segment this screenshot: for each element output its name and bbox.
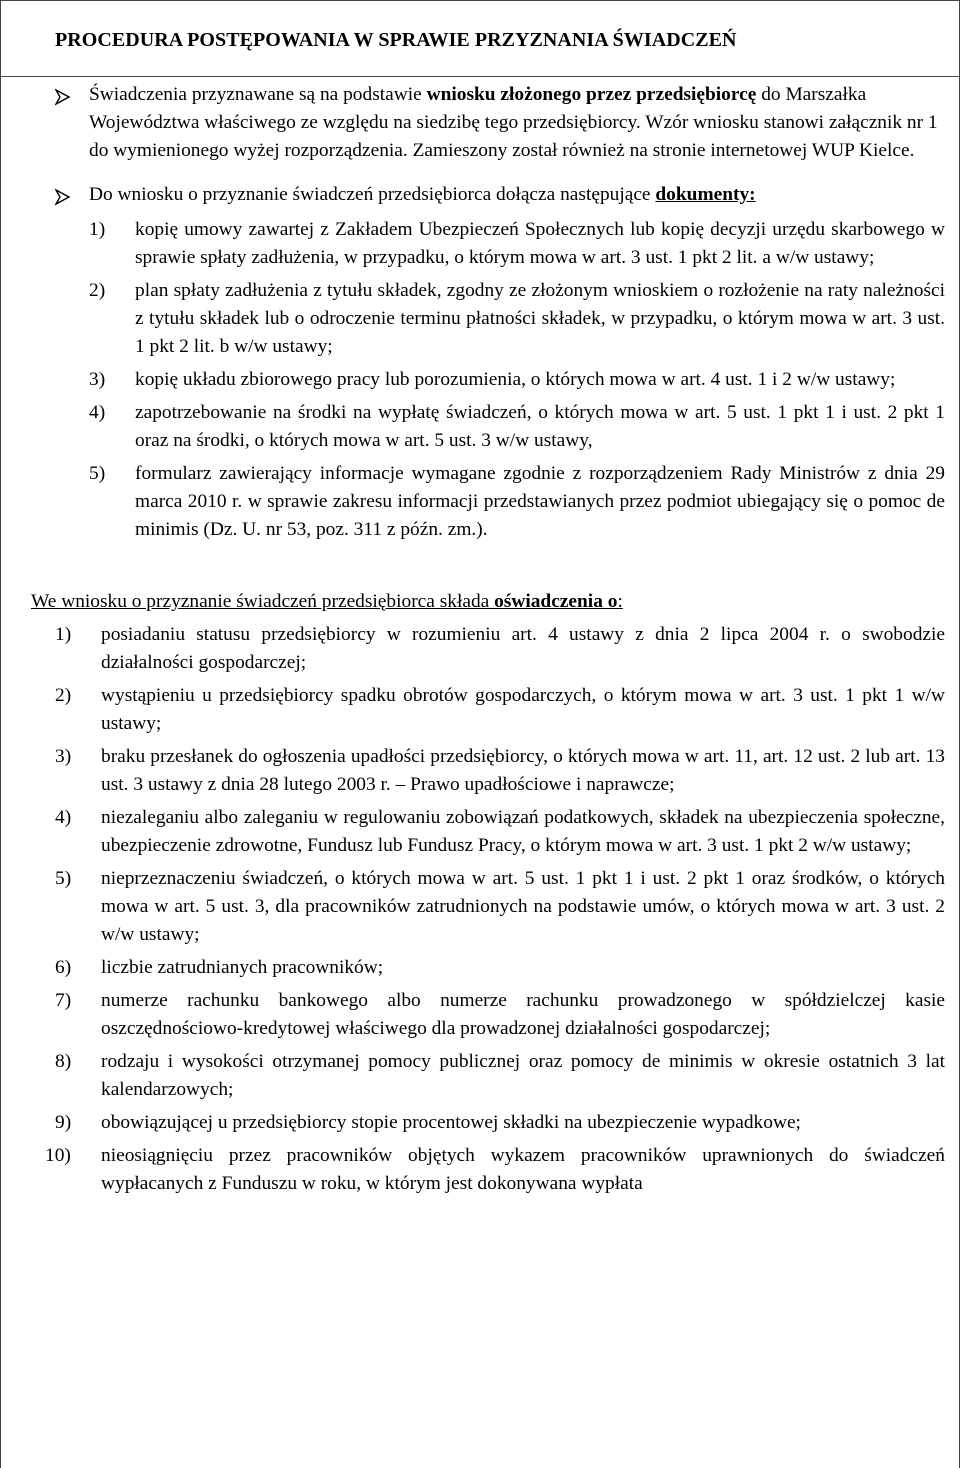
list-item [55, 1109, 945, 1137]
list-item-number: 9) [55, 1112, 72, 1133]
list-item-text: plan spłaty zadłużenia z tytułu składek, zgodny ze złożonym wnioskiem o rozłożenie na raty należności z tytułu składek lub o odroczenie terminu płatności składek, w przypadku, o którym mowa w art. 3 ust. 1 pkt 2 lit. b w/w ustawy; [135, 280, 945, 357]
list-item [89, 366, 945, 394]
list-item-text: formularz zawierający informacje wymagane zgodnie z rozporządzeniem Rady Ministrów z dnia 29 marca 2010 r. w sprawie zakresu informacji przedstawianych przez podmiot ubiegający się o pomoc de minimis (Dz. U. nr 53, poz. 311 z późn. zm.). [135, 463, 945, 540]
application-text-bold: wniosku złożonego przez przedsiębiorcę [426, 84, 757, 105]
list-item-text: braku przesłanek do ogłoszenia upadłości przedsiębiorcy, o których mowa w art. 11, art. 12 ust. 2 lub art. 13 ust. 3 ustawy z dnia 28 lutego 2003 r. – Prawo upadłościowe i naprawcze; [101, 746, 945, 795]
list-item-number: 4) [55, 807, 72, 828]
list-item-text: posiadaniu statusu przedsiębiorcy w rozumieniu art. 4 ustawy z dnia 2 lipca 2004 r. o swobodzie działalności gospodarczej; [101, 624, 945, 673]
statements-heading-bold: oświadczenia o [494, 591, 618, 612]
list-item-text: kopię układu zbiorowego pracy lub porozumienia, o których mowa w art. 4 ust. 1 i 2 w/w ustawy; [135, 369, 896, 390]
list-item-number: 3) [89, 369, 106, 390]
list-item-text: liczbie zatrudnianych pracowników; [101, 957, 384, 978]
list-item-text: wystąpieniu u przedsiębiorcy spadku obrotów gospodarczych, o którym mowa w art. 3 ust. 1 pkt 1 w/w ustawy; [101, 685, 945, 734]
list-item [89, 460, 945, 544]
list-item [89, 216, 945, 272]
documents-intro [89, 181, 945, 209]
list-item [45, 1142, 945, 1198]
statements-heading-colon: : [617, 591, 623, 612]
list-item-text: zapotrzebowanie na środki na wypłatę świadczeń, o których mowa w art. 5 ust. 1 pkt 1 i ust. 2 pkt 1 oraz na środki, o których mowa w art. 5 ust. 3 w/w ustawy, [135, 402, 945, 451]
list-item-number: 8) [55, 1051, 72, 1072]
list-item-number: 4) [89, 402, 106, 423]
list-item-text: obowiązującej u przedsiębiorcy stopie procentowej składki na ubezpieczenie wypadkowe; [101, 1112, 801, 1133]
list-item-text: nieosiągnięciu przez pracowników objętych wykazem pracowników uprawnionych do świadczeń wypłacanych z Funduszu w roku, w którym jest dokonywana wypłata [101, 1145, 945, 1194]
list-item-number: 6) [55, 957, 72, 978]
documents-intro-text: Do wniosku o przyznanie świadczeń przedsiębiorca dołącza następujące [89, 184, 656, 205]
document-body [1, 81, 959, 1198]
list-item-number: 2) [89, 280, 106, 301]
list-item-number: 3) [55, 746, 72, 767]
title-box [1, 1, 959, 77]
list-item-number: 7) [55, 990, 72, 1011]
arrow-bullet-icon [55, 81, 73, 109]
list-item-text: niezaleganiu albo zaleganiu w regulowaniu zobowiązań podatkowych, składek na ubezpieczenia społeczne, ubezpieczenie zdrowotne, Fundusz lub Fundusz Pracy, o którym mowa w art. 3 ust. 1 pkt 2 w/w ustawy; [101, 807, 945, 856]
list-item [55, 682, 945, 738]
documents-intro-emphasis: dokumenty: [655, 184, 756, 205]
list-item [55, 987, 945, 1043]
documents-list [89, 216, 945, 544]
list-item [55, 954, 945, 982]
list-item [89, 277, 945, 361]
list-item-text: nieprzeznaczeniu świadczeń, o których mowa w art. 5 ust. 1 pkt 1 i ust. 2 pkt 1 oraz środków, o których mowa w art. 5 ust. 3, dla pracowników zatrudnionych na podstawie umów, o których mowa w art. 3 ust. 2 w/w ustawy; [101, 868, 945, 945]
application-text-start: Świadczenia przyznawane są na podstawie [89, 84, 427, 105]
statements-heading [31, 588, 945, 616]
list-item [55, 1048, 945, 1104]
statements-heading-text: We wniosku o przyznanie świadczeń przedsiębiorca składa [31, 591, 495, 612]
list-item [55, 621, 945, 677]
list-item-text: rodzaju i wysokości otrzymanej pomocy publicznej oraz pomocy de minimis w okresie ostatnich 3 lat kalendarzowych; [101, 1051, 945, 1100]
application-text-end: do Marszałka Województwa właściwego ze względu na siedzibę tego przedsiębiorcy. Wzór wniosku stanowi załącznik nr 1 do wymienionego wyżej rozporządzenia. Zamieszony został również na stronie internetowej WUP Kielce. [89, 84, 938, 161]
list-item [55, 865, 945, 949]
list-item-text: kopię umowy zawartej z Zakładem Ubezpieczeń Społecznych lub kopię decyzji urzędu skarbowego w sprawie spłaty zadłużenia, w przypadku, o którym mowa w art. 3 ust. 1 pkt 2 lit. a w/w ustawy; [135, 219, 945, 268]
list-item [55, 743, 945, 799]
bullet-paragraph-application [55, 81, 945, 165]
statements-list [45, 621, 945, 1198]
list-item [55, 804, 945, 860]
list-item-text: numerze rachunku bankowego albo numerze rachunku prowadzonego w spółdzielczej kasie oszczędnościowo-kredytowej właściwego dla prowadzonej działalności gospodarczej; [101, 990, 945, 1039]
application-text [89, 81, 945, 165]
list-item-number: 2) [55, 685, 72, 706]
list-item-number: 10) [45, 1145, 71, 1166]
arrow-bullet-icon [55, 181, 73, 209]
list-item-number: 1) [55, 624, 72, 645]
list-item [89, 399, 945, 455]
bullet-paragraph-documents [55, 181, 945, 544]
list-item-number: 1) [89, 219, 106, 240]
list-item-number: 5) [89, 463, 106, 484]
list-item-number: 5) [55, 868, 72, 889]
page-title: PROCEDURA POSTĘPOWANIA W SPRAWIE PRZYZNANIA ŚWIADCZEŃ [55, 29, 737, 51]
